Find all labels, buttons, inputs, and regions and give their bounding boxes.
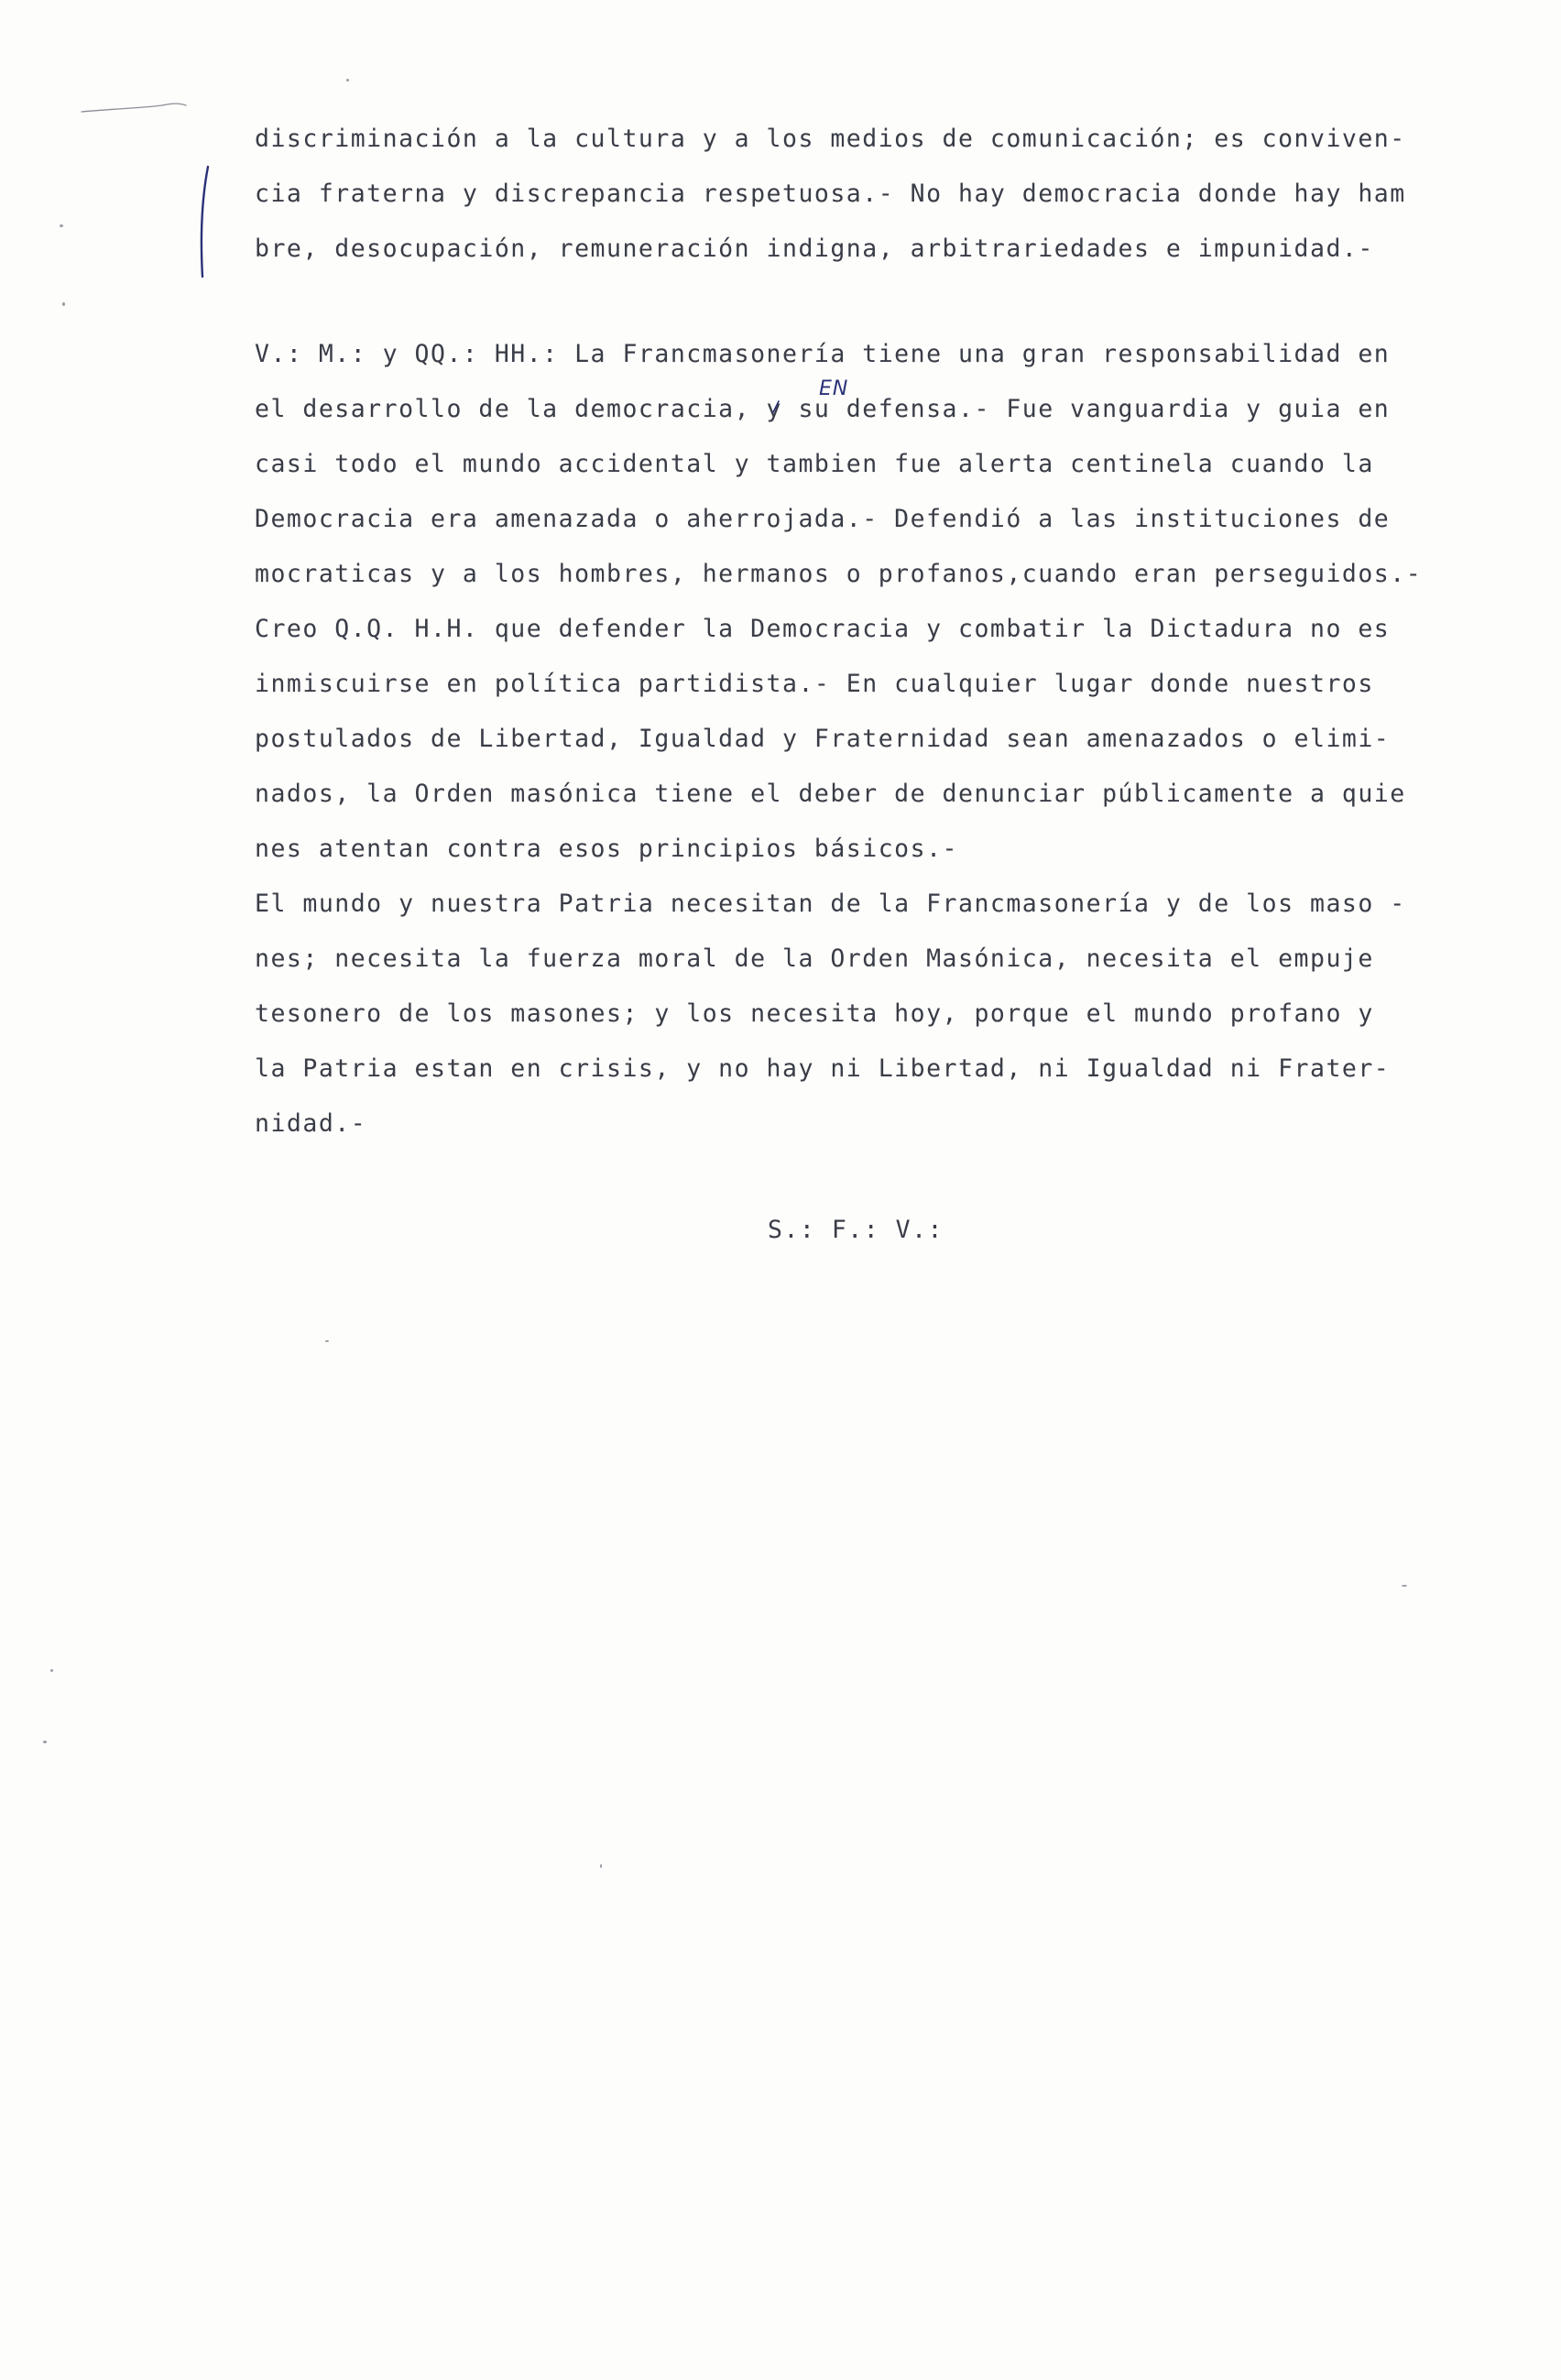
- paper-speck: [325, 1340, 329, 1342]
- stray-pen-mark: [69, 92, 215, 128]
- body-line: El mundo y nuestra Patria necesitan de la Francmasonería y de los maso -: [255, 890, 1406, 918]
- body-line: inmiscuirse en política partidista.- En cualquier lugar donde nuestros: [255, 670, 1374, 698]
- closing-salutation: S.: F.: V.:: [768, 1216, 944, 1244]
- paper-speck: [1402, 1585, 1407, 1587]
- body-line: nes atentan contra esos principios básicos.-: [255, 835, 958, 863]
- interlinear-insert-annotation: EN: [819, 377, 849, 400]
- body-line: mocraticas y a los hombres, hermanos o profanos,cuando eran perseguidos.-: [255, 560, 1423, 588]
- body-line: nados, la Orden masónica tiene el deber de denunciar públicamente a quie: [255, 780, 1406, 808]
- paper-speck: [62, 302, 65, 306]
- paper-speck: [600, 1864, 602, 1868]
- body-line: casi todo el mundo accidental y tambien fue alerta centinela cuando la: [255, 450, 1374, 478]
- body-line: la Patria estan en crisis, y no hay ni Libertad, ni Igualdad ni Frater-: [255, 1054, 1391, 1083]
- body-line: Creo Q.Q. H.H. que defender la Democracia y combatir la Dictadura no es: [255, 615, 1391, 643]
- opening-line: bre, desocupación, remuneración indigna, arbitrariedades e impunidad.-: [255, 235, 1374, 263]
- body-line: nes; necesita la fuerza moral de la Orden Masónica, necesita el empuje: [255, 944, 1374, 973]
- body-line: V.: M.: y QQ.: HH.: La Francmasonería tiene una gran responsabilidad en: [255, 340, 1391, 368]
- body-line: el desarrollo de la democracia, y su defensa.- Fue vanguardia y guia en: [255, 395, 1391, 423]
- paper-speck: [60, 224, 63, 227]
- body-line: Democracia era amenazada o aherrojada.- Defendió a las instituciones de: [255, 505, 1391, 533]
- paper-speck: [50, 1669, 53, 1672]
- opening-line: discriminación a la cultura y a los medios de comunicación; es conviven-: [255, 125, 1406, 153]
- paper-speck: [346, 79, 349, 82]
- opening-line: cia fraterna y discrepancia respetuosa.- No hay democracia donde hay ham: [255, 180, 1406, 208]
- paper-speck: [43, 1741, 47, 1743]
- body-line: postulados de Libertad, Igualdad y Fraternidad sean amenazados o elimi-: [255, 725, 1391, 753]
- margin-pen-stroke: [188, 163, 224, 282]
- body-line: tesonero de los masones; y los necesita hoy, porque el mundo profano y: [255, 999, 1374, 1028]
- body-line: nidad.-: [255, 1109, 367, 1138]
